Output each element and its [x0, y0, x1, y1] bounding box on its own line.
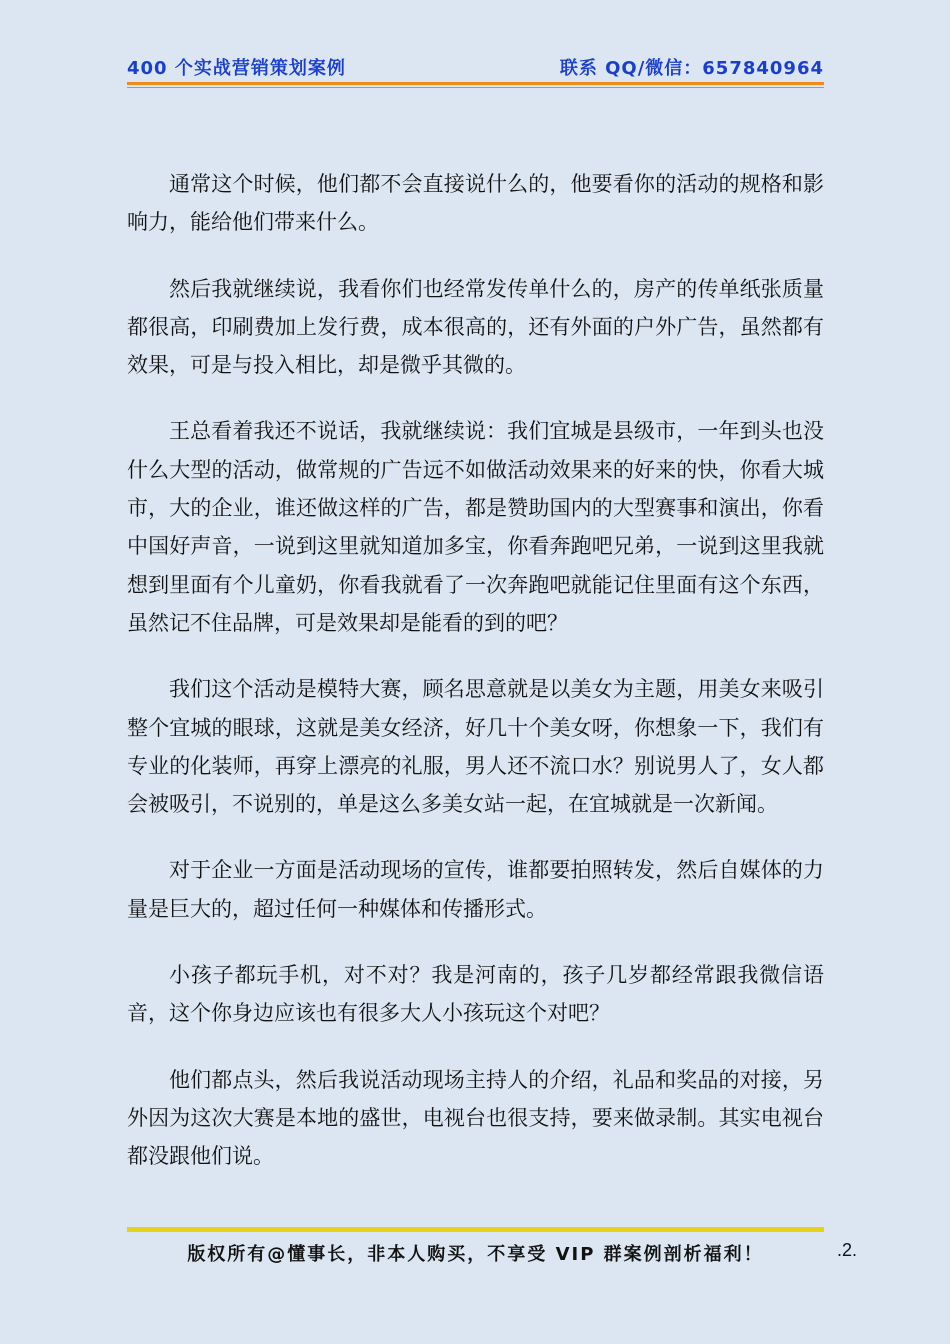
- document-body: [127, 165, 824, 1204]
- header-contact: 联系 QQ/微信：657840964: [559, 58, 824, 79]
- page-number: .2.: [837, 1240, 858, 1260]
- footer-divider: [127, 1227, 824, 1232]
- header-title: 400 个实战营销策划案例: [127, 58, 346, 79]
- paragraph: 通常这个时候，他们都不会直接说什么的，他要看你的活动的规格和影响力，能给他们带来什么。: [127, 172, 824, 235]
- paragraph: 然后我就继续说，我看你们也经常发传单什么的，房产的传单纸张质量都很高，印刷费加上发行费，成本很高的，还有外面的户外广告，虽然都有效果，可是与投入相比，却是微乎其微的。: [127, 276, 824, 378]
- page-header: [127, 52, 824, 82]
- header-divider: [127, 82, 824, 85]
- paragraph: 对于企业一方面是活动现场的宣传，谁都要拍照转发，然后自媒体的力量是巨大的，超过任何一种媒体和传播形式。: [127, 858, 824, 921]
- paragraph: 他们都点头，然后我说活动现场主持人的介绍，礼品和奖品的对接，另外因为这次大赛是本地的盛世，电视台也很支持，要来做录制。其实电视台都没跟他们说。: [127, 1067, 824, 1169]
- header-divider-thin: [127, 87, 824, 88]
- paragraph: 我们这个活动是模特大赛，顾名思意就是以美女为主题，用美女来吸引整个宜城的眼球，这就是美女经济，好几十个美女呀，你想象一下，我们有专业的化装师，再穿上漂亮的礼服，男人还不流口水？别说男人了，女人都会被吸引，不说别的，单是这么多美女站一起，在宜城就是一次新闻。: [127, 677, 824, 817]
- paragraph: 王总看着我还不说话，我就继续说：我们宜城是县级市，一年到头也没什么大型的活动，做常规的广告远不如做活动效果来的好来的快，你看大城市，大的企业，谁还做这样的广告，都是赞助国内的大型赛事和演出，你看中国好声音，一说到这里就知道加多宝，你看奔跑吧兄弟，一说到这里我就想到里面有个儿童奶，你看我就看了一次奔跑吧就能记住里面有这个东西，虽然记不住品牌，可是效果却是能看的到的吧？: [127, 419, 824, 635]
- footer-copyright: 版权所有@懂事长，非本人购买，不享受 VIP 群案例剖析福利！: [187, 1244, 764, 1265]
- paragraph: 小孩子都玩手机，对不对？我是河南的，孩子几岁都经常跟我微信语音，这个你身边应该也有很多大人小孩玩这个对吧？: [127, 963, 824, 1026]
